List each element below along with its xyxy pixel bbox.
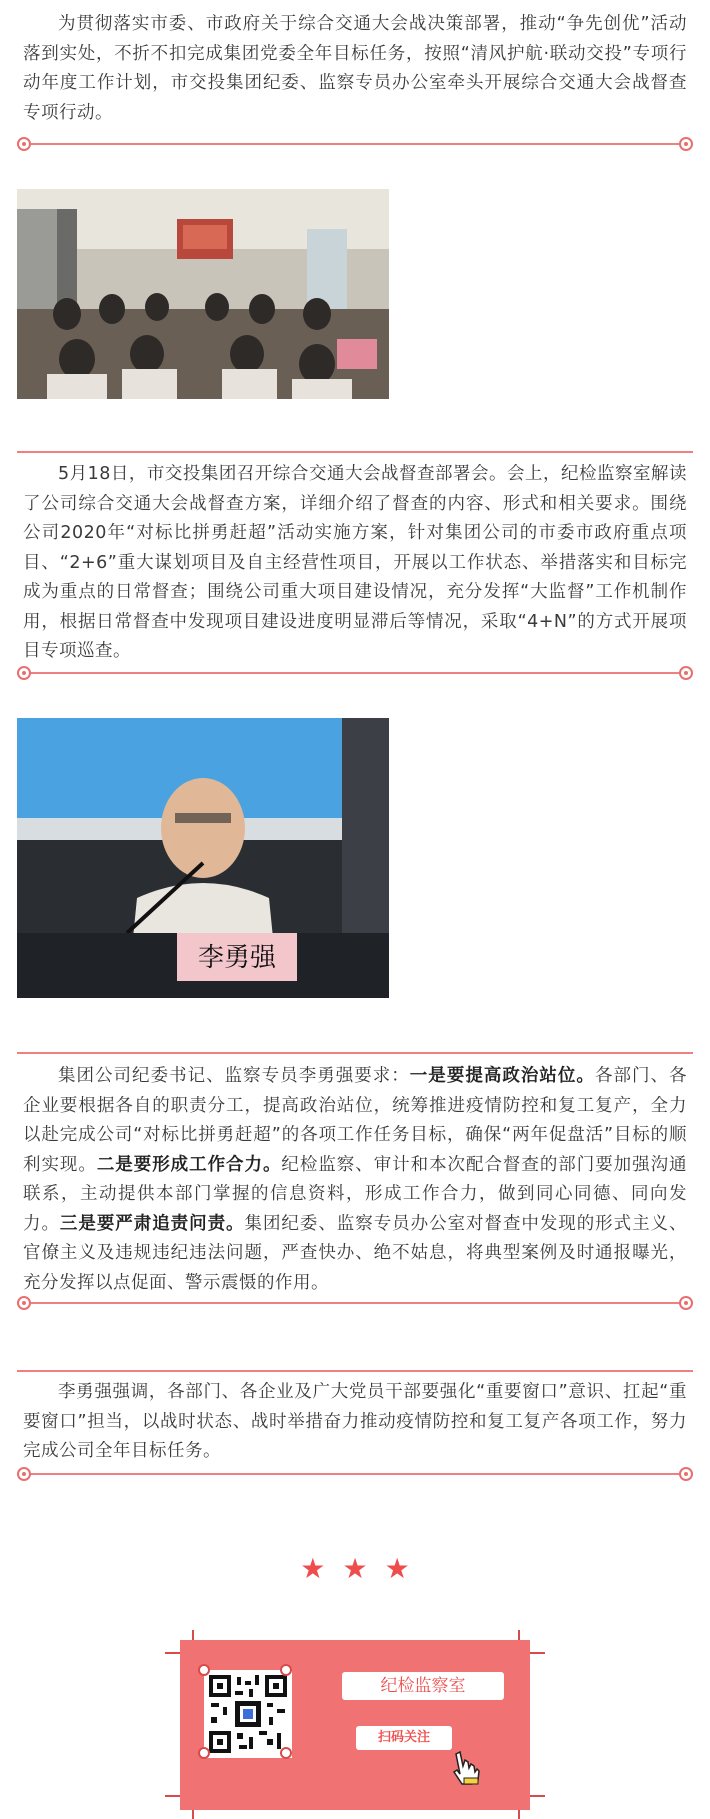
corner-dot xyxy=(198,1747,210,1759)
star-icon: ★ xyxy=(300,1552,326,1585)
qr-code-icon xyxy=(207,1673,289,1755)
point-three-text: 集团纪委、监察专员办公室对督查中发现的形式主义、官僚主义及违规违纪违法问题，严查快办、绝不姑息，将典型案例及时通报曝光，充分发挥以点促面、警示震慑的作用。 xyxy=(23,1213,688,1293)
flower-icon xyxy=(679,137,693,151)
point-two-heading: 二是要形成工作合力。 xyxy=(96,1154,282,1175)
emphasis-section xyxy=(17,1378,693,1467)
corner-dot xyxy=(280,1664,292,1676)
flower-icon xyxy=(17,666,31,680)
corner-dot xyxy=(198,1664,210,1676)
point-two-text: 纪检监察、审计和本次配合督查的部门要加强沟通联系，主动提供本部门掌握的信息资料，形成工作合力，做到同心同德、同向发力。 xyxy=(23,1154,688,1234)
divider xyxy=(17,1473,693,1475)
flower-icon xyxy=(679,1296,693,1310)
divider xyxy=(17,451,693,453)
requirements-intro: 集团公司纪委书记、监察专员李勇强要求： xyxy=(58,1066,410,1086)
scan-follow-button[interactable]: 扫码关注 xyxy=(356,1726,452,1750)
qr-code[interactable] xyxy=(204,1670,292,1758)
flower-icon xyxy=(17,1467,31,1481)
pointer-hand-icon xyxy=(450,1750,482,1786)
emphasis-paragraph: 李勇强强调，各部门、各企业及广大党员干部要强化“重要窗口”意识、扛起“重要窗口”担当，以战时状态、战时举措奋力推动疫情防控和复工复产各项工作，努力完成公司全年目标任务。 xyxy=(23,1382,687,1461)
intro-paragraph: 为贯彻落实市委、市政府关于综合交通大会战决策部署，推动“争先创优”活动落到实处，不折不扣完成集团党委全年目标任务，按照“清风护航·联动交投”专项行动年度工作计划，市交投集团纪委、监察专员办公室牵头开展综合交通大会战督查专项行动。 xyxy=(23,14,687,123)
point-one-text: 各部门、各企业要根据各自的职责分工，提高政治站位，统筹推进疫情防控和复工复产，全力以赴完成公司“对标比拼勇赶超”的各项工作任务目标，确保“两年促盘活”目标的顺利实现。 xyxy=(23,1066,688,1175)
divider xyxy=(17,1302,693,1304)
speaker-image xyxy=(17,718,389,998)
star-icon: ★ xyxy=(342,1552,368,1585)
star-icon: ★ xyxy=(384,1552,410,1585)
meeting-section xyxy=(17,460,693,667)
divider xyxy=(17,143,693,145)
qr-follow-card xyxy=(180,1640,530,1810)
requirements-section xyxy=(17,1062,693,1298)
point-one-heading: 一是要提高政治站位。 xyxy=(409,1066,595,1086)
point-three-heading: 三是要严肃追责问责。 xyxy=(59,1213,245,1234)
flower-icon xyxy=(679,1467,693,1481)
meeting-photo xyxy=(17,189,389,399)
divider xyxy=(17,1370,693,1372)
meeting-room-image xyxy=(17,189,389,399)
star-row xyxy=(0,1552,710,1585)
office-label: 纪检监察室 xyxy=(342,1672,504,1700)
meeting-paragraph: 5月18日，市交投集团召开综合交通大会战督查部署会。会上，纪检监察室解读了公司综合交通大会战督查方案，详细介绍了督查的内容、形式和相关要求。围绕公司2020年“对标比拼勇赶超”活动实施方案，针对集团公司的市委市政府重点项目、“2+6”重大谋划项目及自主经营性项目，开展以工作状态、举措落实和目标完成为重点的日常督查；围绕公司重大项目建设情况，充分发挥“大监督”工作机制作用，根据日常督查中发现项目建设进度明显滞后等情况，采取“4+N”的方式开展项目专项巡查。 xyxy=(23,464,687,661)
nameplate-text: 李勇强 xyxy=(197,943,277,973)
intro-section xyxy=(17,10,693,128)
corner-dot xyxy=(280,1747,292,1759)
speaker-photo xyxy=(17,718,389,998)
requirements-paragraph xyxy=(23,1062,687,1298)
divider xyxy=(17,1052,693,1054)
flower-icon xyxy=(679,666,693,680)
divider xyxy=(17,672,693,674)
flower-icon xyxy=(17,137,31,151)
flower-icon xyxy=(17,1296,31,1310)
